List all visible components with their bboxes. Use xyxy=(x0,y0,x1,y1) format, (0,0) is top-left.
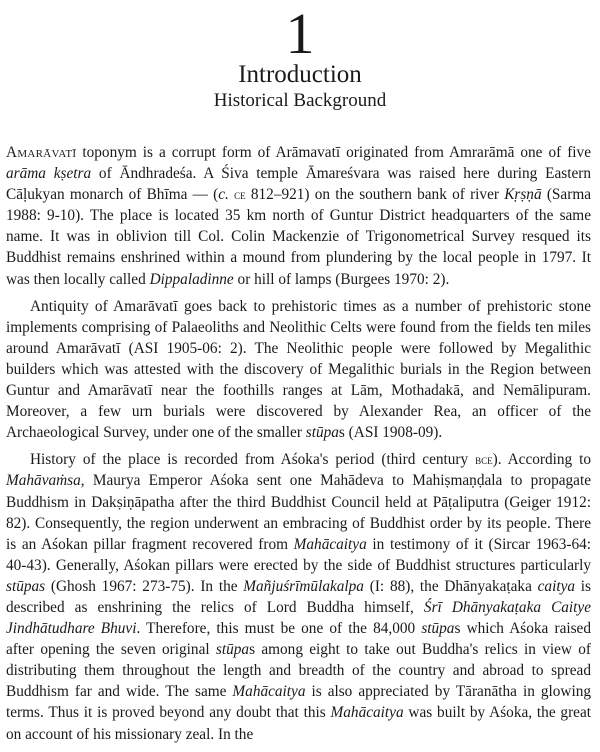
text-run: (I: 88), the Dhānyakaṭaka xyxy=(363,577,538,595)
text-run: History of the place is recorded from Aśoka's period (third century xyxy=(30,451,476,469)
text-run: of Āndhradeśa. A Śiva temple Āmareśvara was raised here during Eastern Cāḷukyan monarch of Bhīma — ( xyxy=(6,165,591,204)
text-run: s among eight to take out Buddha's relics in view of distributing them throughout the length and breadth of the country and abroad to spread Buddhism far and wide. The same xyxy=(6,641,592,701)
chapter-title: Introduction xyxy=(238,61,362,88)
italic-term: Kṛṣṇā xyxy=(504,186,542,204)
text-run: in testimony of it (Sircar 1963-64: 40-43). Generally, Aśokan pillars were erected by the side of Buddhist structures particularly xyxy=(6,535,591,574)
text-run: (Sarma 1988: 9-10). The place is located 35 km north of Guntur District headquarters of the same name. It was in oblivion till Col. Colin Mackenzie of Trigonometrical Survey resqued its Buddhist remains enshrined within a mound from plundering by the local people in 1797. It was then locally called xyxy=(6,186,592,288)
era-abbreviation: ce xyxy=(234,187,246,203)
body-paragraph xyxy=(6,449,591,744)
italic-term: stūpa xyxy=(215,641,250,659)
text-run: toponym is a corrupt form of Arāmavatī originated from Amrarāmā one of five xyxy=(76,144,591,161)
text-run: , Maurya Emperor Aśoka sent one Mahādeva to Mahiṣmaṇḍala to propagate Buddhism in Dakṣiṇāpatha after the third Buddhist Council held at Pāṭaliputra (Geiger 1912: 82). Consequently, the region underwent an embracing of Buddhist order by its people. There is an Aśokan pillar fragment recovered from xyxy=(6,472,591,553)
italic-term: stūpa xyxy=(305,424,339,442)
text-run: 812–921) on the southern bank of river xyxy=(245,186,505,204)
italic-term: stūpas xyxy=(6,577,46,595)
era-abbreviation: bce xyxy=(475,452,493,468)
lead-word: Amarāvatī xyxy=(6,144,77,161)
chapter-number: 1 xyxy=(285,1,315,66)
italic-term: Mahācaitya xyxy=(232,683,306,701)
italic-term: Mañjuśrīmūlakalpa xyxy=(243,577,364,595)
italic-term: caitya xyxy=(537,577,576,595)
text-run: s which Aśoka raised after opening the seven original xyxy=(6,620,591,659)
text-run: Antiquity of Amarāvatī goes back to prehistoric times as a number of prehistoric stone implements comprising of Palaeoliths and Neolithic Celts were found from the fields ten miles around Amarāvatī (ASI 1905-06: 2). The Neolithic people were followed by Megalithic builders which was attested with the discovery of Megalithic burials in the Region between Guntur and Amarāvatī near the foothills ranges at Lām, Mothadakā, and Nemālipuram. Moreover, a few urn burials were discovered by Alexander Rea, an officer of the Archaeological Survey, under one of the smaller xyxy=(6,297,591,442)
body-paragraph xyxy=(6,142,591,290)
italic-term: Śrī Dhānyakaṭaka Caitye Jindhātudhare Bhuvi xyxy=(6,598,591,638)
text-run: . Therefore, this must be one of the 84,000 xyxy=(136,620,422,638)
italic-term: arāma kṣetra xyxy=(6,165,92,183)
body-paragraph xyxy=(6,296,591,444)
text-run: was built by Aśoka, the great on account of his missionary zeal. In the xyxy=(6,704,591,743)
text-run: s (ASI 1908-09). xyxy=(338,424,443,442)
text-run: is also appreciated by Tāranātha in glowing terms. Thus it is proved beyond any doubt that this xyxy=(6,683,591,722)
chapter-body-text xyxy=(6,142,591,751)
italic-term: Dippaladinne xyxy=(149,270,234,288)
chapter-subtitle: Historical Background xyxy=(213,90,387,111)
italic-term: Mahācaitya xyxy=(293,535,367,553)
text-run: or hill of lamps (Burgees 1970: 2). xyxy=(233,270,450,288)
italic-term: stūpa xyxy=(421,620,455,638)
italic-term: Mahāvaṁsa xyxy=(6,472,81,490)
text-run: (Ghosh 1967: 273-75). In the xyxy=(45,577,244,595)
text-run: is described as enshrining the relics of Lord Buddha himself, xyxy=(6,577,592,616)
text-run: ). According to xyxy=(492,451,591,469)
italic-term: c. xyxy=(218,186,229,204)
italic-term: Mahācaitya xyxy=(330,704,404,722)
